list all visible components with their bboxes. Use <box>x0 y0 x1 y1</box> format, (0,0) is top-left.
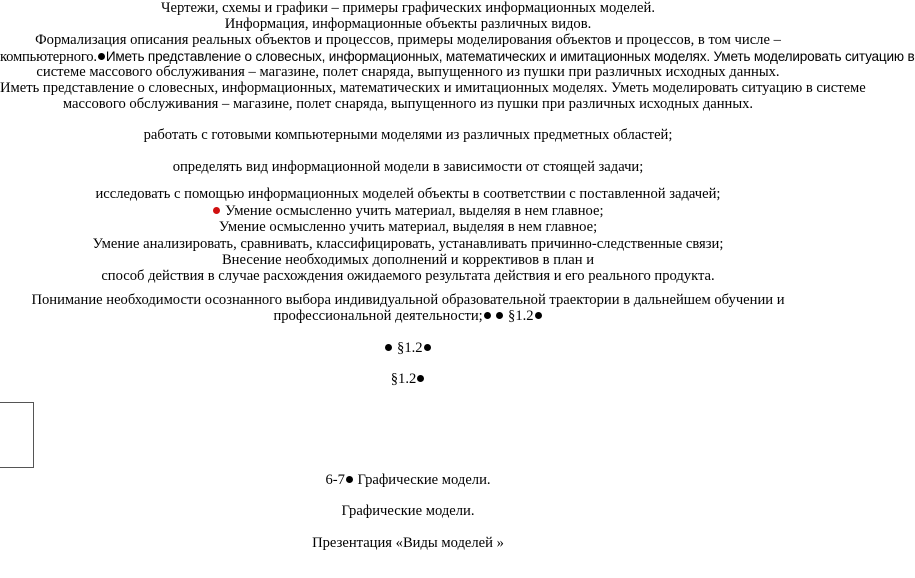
section-ref: §1.2 <box>393 340 423 356</box>
line-17 <box>0 308 816 325</box>
line-20-text: Графические модели. <box>353 472 491 488</box>
line-10: исследовать с помощью информационных моделей объекты в соответствии с поставленной задачей; <box>95 186 721 202</box>
bullet-icon <box>496 312 503 319</box>
line-17-text: профессиональной деятельности; <box>273 308 483 324</box>
section-ref: §1.2 <box>504 308 534 324</box>
line-15: способ действия в случае расхождения ожидаемого результата действия и его реального продукта. <box>101 268 715 284</box>
line-4-text-b: Иметь представление о словесных, информационных, математических и имитационных моделях. Уметь моделировать ситуацию в <box>105 49 915 64</box>
bullet-icon <box>346 476 353 483</box>
bullet-icon <box>424 344 431 351</box>
line-6: Иметь представление о словесных, информационных, математических и имитационных моделях. Уметь моделировать ситуацию в системе <box>0 80 866 96</box>
bullet-icon <box>385 344 392 351</box>
line-14: Внесение необходимых дополнений и коррективов в план и <box>221 252 595 268</box>
red-bullet-icon <box>213 207 220 214</box>
line-11 <box>0 203 816 220</box>
bullet-icon <box>484 312 491 319</box>
line-7: массового обслуживания – магазине, полет снаряда, выпущенного из пушки при различных исходных данных. <box>62 96 754 112</box>
line-4-text-a: компьютерного. <box>0 49 97 65</box>
lesson-number: 6-7 <box>325 472 345 488</box>
line-2: Информация, информационные объекты различных видов. <box>224 16 592 32</box>
line-20 <box>0 472 816 489</box>
empty-frame <box>0 402 34 468</box>
bullet-icon <box>417 375 424 382</box>
section-ref: §1.2 <box>390 371 417 387</box>
bullet-icon <box>98 53 105 60</box>
line-5: системе массового обслуживания – магазине, полет снаряда, выпущенного из пушки при различных исходных данных. <box>36 64 780 80</box>
line-3: Формализация описания реальных объектов и процессов, примеры моделирования объектов и процессов, в том числе – <box>35 32 781 48</box>
line-1: Чертежи, схемы и графики – примеры графических информационных моделей. <box>161 0 655 16</box>
line-18 <box>0 340 816 357</box>
line-22: Презентация «Виды моделей » <box>312 535 504 551</box>
bullet-icon <box>535 312 542 319</box>
line-8: работать с готовыми компьютерными моделями из различных предметных областей; <box>143 127 673 143</box>
line-13: Умение анализировать, сравнивать, классифицировать, устанавливать причинно-следственные связи; <box>92 236 724 252</box>
line-19 <box>0 371 816 388</box>
line-12: Умение осмысленно учить материал, выделяя в нем главное; <box>218 219 598 235</box>
line-11-text: Умение осмысленно учить материал, выделяя в нем главное; <box>225 203 604 219</box>
line-9: определять вид информационной модели в зависимости от стоящей задачи; <box>172 159 644 175</box>
line-21: Графические модели. <box>341 503 475 519</box>
line-16: Понимание необходимости осознанного выбора индивидуальной образовательной траектории в дальнейшем обучении и <box>31 292 785 308</box>
